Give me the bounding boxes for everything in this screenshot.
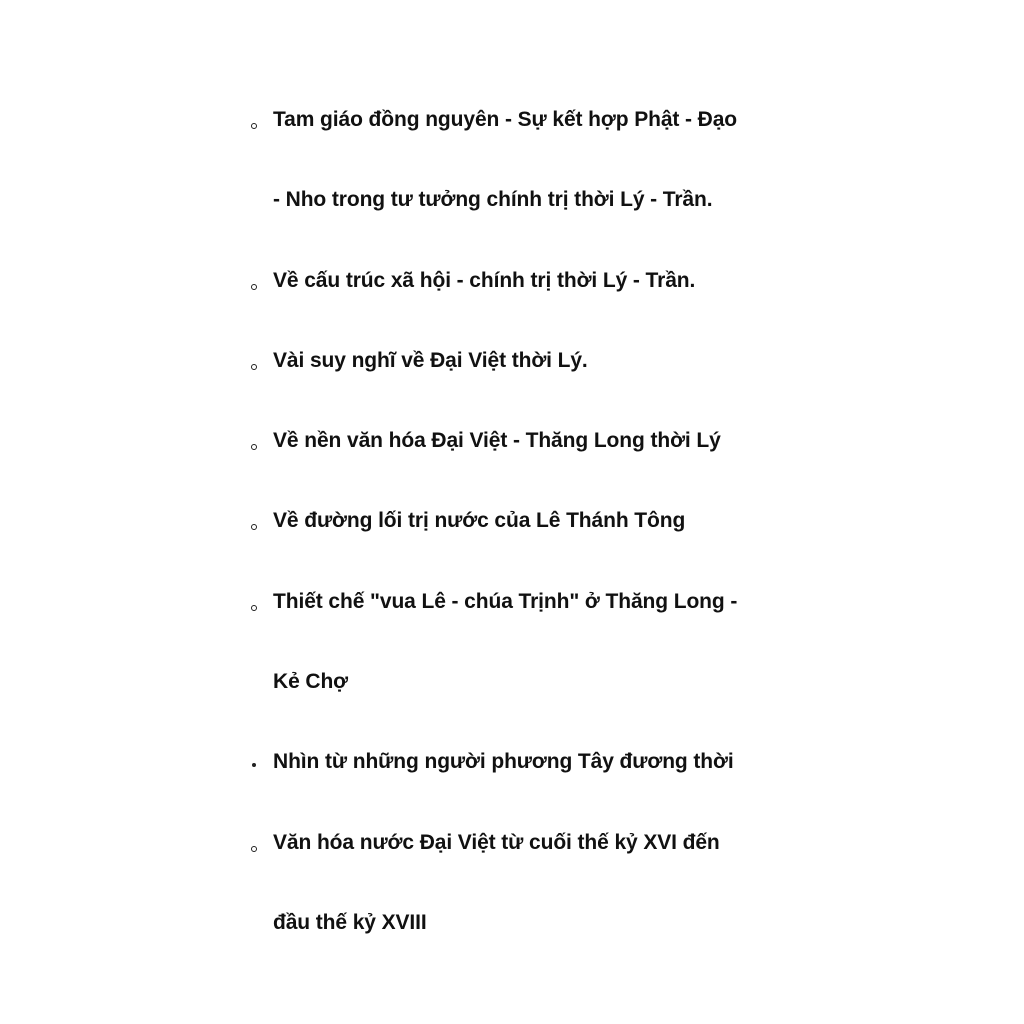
list-item [248, 401, 808, 481]
circle-bullet-icon [248, 321, 260, 401]
list-item-text: Về đường lối trị nước của Lê Thánh Tông [273, 509, 686, 533]
list-item-text: Thiết chế "vua Lê - chúa Trịnh" ở Thăng Long - [273, 589, 738, 613]
circle-bullet-icon [248, 803, 260, 883]
list-item-text: Về nền văn hóa Đại Việt - Thăng Long thời Lý [273, 429, 721, 453]
circle-bullet-icon [248, 401, 260, 481]
circle-bullet-icon [248, 481, 260, 561]
list-item-text: Về cấu trúc xã hội - chính trị thời Lý - Trần. [273, 268, 696, 292]
list-item-text: - Nho trong tư tưởng chính trị thời Lý - Trần. [273, 188, 713, 212]
table-of-contents-list [248, 80, 808, 963]
list-item [248, 80, 808, 241]
list-item [248, 321, 808, 401]
list-item [248, 481, 808, 561]
disc-bullet-icon [248, 722, 260, 802]
list-item-text: Kẻ Chợ [273, 670, 349, 694]
circle-bullet-icon [248, 80, 260, 160]
circle-bullet-icon [248, 241, 260, 321]
list-item-text: đầu thế kỷ XVIII [273, 910, 427, 934]
list-item-text: Tam giáo đồng nguyên - Sự kết hợp Phật - Đạo [273, 108, 738, 131]
list-item [248, 562, 808, 723]
list-item-text: Vài suy nghĩ về Đại Việt thời Lý. [273, 348, 588, 372]
list-item-text: Văn hóa nước Đại Việt từ cuối thế kỷ XVI đến [273, 830, 720, 854]
circle-bullet-icon [248, 562, 260, 642]
list-item [248, 803, 808, 964]
list-item-text: Nhìn từ những người phương Tây đương thời [273, 750, 734, 774]
list-item [248, 241, 808, 321]
list-item [248, 722, 808, 802]
